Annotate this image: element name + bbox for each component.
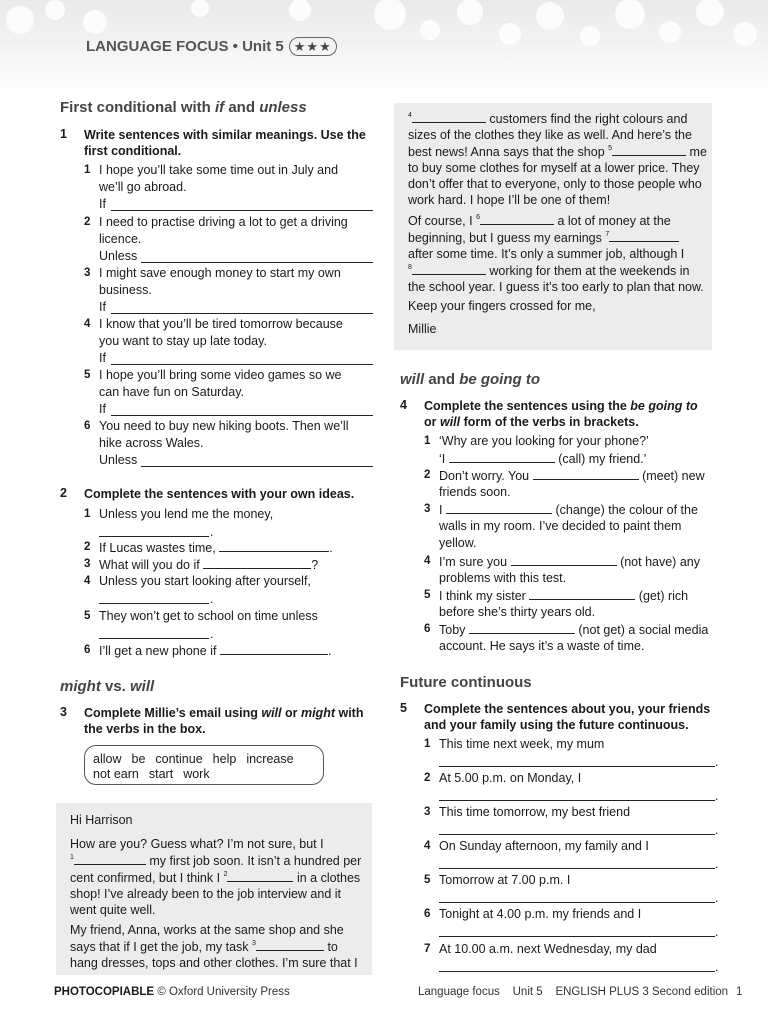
word-box-item: not earn (93, 767, 139, 781)
exercise-instruction: Write sentences with similar meanings. Use the first conditional. (84, 128, 366, 158)
exercise-2-item: 5 They won’t get to school on time unless . (84, 609, 318, 641)
answer-line[interactable] (99, 535, 209, 537)
exercise-2-item: 1 Unless you lend me the money, . (84, 507, 274, 539)
exercise-number: 1 (60, 127, 67, 141)
gap-8[interactable] (412, 262, 486, 275)
email-box-part-1 (56, 803, 372, 975)
difficulty-stars: ★★★ (289, 37, 337, 56)
answer-line[interactable] (141, 261, 373, 263)
answer-line[interactable] (449, 450, 555, 463)
answer-line[interactable] (439, 970, 715, 972)
answer-line[interactable] (219, 539, 329, 552)
answer-line[interactable] (439, 765, 715, 767)
answer-line[interactable] (220, 642, 328, 655)
answer-line[interactable] (439, 799, 715, 801)
section-title-first-conditional: First conditional with if and unless (60, 99, 307, 116)
gap-4[interactable] (412, 110, 486, 123)
word-box-item: continue (155, 752, 203, 766)
email-text: How are you? Guess what? I’m not sure, but I $^1$ my first job soon. It isn’t a hundred per cent confirmed, but I think I $^2$ in a clothes shop! I’ve already been to the job interview and it went quite well. (70, 837, 362, 917)
exercise-number: 4 (400, 398, 407, 412)
gap-1[interactable] (74, 852, 146, 865)
email-text: Of course, I $^6$ a lot of money at the beginning, but I guess my earnings $^7$ after some time. It’s only a summer job, although I $^8$ working for them at the weekends in the school year. I guess it’s too early to plan that now. (408, 214, 704, 294)
section-title-future-continuous: Future continuous (400, 674, 532, 691)
answer-line[interactable] (469, 621, 575, 634)
footer-right: Language focus Unit 5 ENGLISH PLUS 3 Second edition (418, 986, 729, 998)
answer-line[interactable] (141, 465, 373, 467)
exercise-number: 5 (400, 701, 407, 715)
exercise-instruction: Complete the sentences about you, your friends and your family using the future continuous. (424, 702, 711, 732)
answer-line[interactable] (529, 587, 635, 600)
header-title: LANGUAGE FOCUS • Unit 5 (86, 38, 284, 55)
gap-2[interactable] (227, 869, 293, 882)
answer-line[interactable] (439, 901, 715, 903)
email-signature: Millie (408, 322, 437, 336)
footer-left (54, 986, 290, 998)
email-text: $^4$ customers find the right colours and sizes of the clothes they like as well. And here’s the best news! Anna says that the shop $^5$ me to buy some clothes for myself at a lower price. They don’t offer that to everyone, only to those people who work hard. I hope I’ll be one of them! (408, 112, 707, 207)
exercise-instruction: Complete the sentences with your own ideas. (84, 487, 355, 501)
exercise-5-item: 4 On Sunday afternoon, my family and I . (424, 839, 719, 871)
answer-line[interactable] (203, 556, 311, 569)
answer-line[interactable] (511, 553, 617, 566)
copyright: © Oxford University Press (157, 986, 290, 998)
email-box-part-2 (394, 103, 712, 350)
answer-line[interactable] (439, 833, 715, 835)
section-title-will-and-be-going-to: will and be going to (400, 371, 541, 388)
section-title-might-vs-will: might vs. will (60, 678, 155, 695)
exercise-number: 2 (60, 486, 67, 500)
word-box-item: increase (246, 752, 294, 766)
email-text: Keep your fingers crossed for me, (408, 299, 596, 313)
exercise-instruction: Complete the sentences using the be going to or will form of the verbs in brackets. (424, 399, 698, 429)
email-text: My friend, Anna, works at the same shop and she says that if I get the job, my task $^3$ to hang dresses, tops and other clothes. I’m sure that I (70, 923, 358, 970)
exercise-5-item: 5 Tomorrow at 7.00 p.m. I . (424, 873, 719, 905)
exercise-number: 3 (60, 705, 67, 719)
exercise-instruction: Complete Millie’s email using will or might with the verbs in the box. (84, 706, 364, 736)
answer-line[interactable] (99, 602, 209, 604)
word-box-item: allow (93, 752, 122, 766)
exercise-5-item: 2 At 5.00 p.m. on Monday, I . (424, 771, 719, 803)
answer-line[interactable] (111, 312, 373, 314)
word-box-item: start (148, 767, 174, 781)
exercise-5-item: 7 At 10.00 a.m. next Wednesday, my dad . (424, 942, 719, 974)
gap-3[interactable] (256, 938, 324, 951)
exercise-5-item: 6 Tonight at 4.00 p.m. my friends and I . (424, 907, 719, 939)
gap-6[interactable] (480, 212, 554, 225)
answer-line[interactable] (111, 209, 373, 211)
page-header (86, 37, 337, 56)
word-box-item: be (131, 752, 146, 766)
answer-line[interactable] (533, 467, 639, 480)
word-box-item: work (183, 767, 210, 781)
photocopiable-label: PHOTOCOPIABLE (54, 986, 155, 998)
gap-5[interactable] (612, 143, 686, 156)
word-box-item: help (212, 752, 237, 766)
page-number: 1 (736, 986, 743, 998)
answer-line[interactable] (439, 935, 715, 937)
exercise-2-item: 4 Unless you start looking after yourself, . (84, 574, 311, 606)
exercise-5-item: 3 This time tomorrow, my best friend . (424, 805, 719, 837)
gap-7[interactable] (609, 229, 679, 242)
answer-line[interactable] (99, 637, 209, 639)
exercise-5-item: 1 This time next week, my mum . (424, 737, 719, 769)
answer-line[interactable] (446, 501, 552, 514)
answer-line[interactable] (111, 363, 373, 365)
answer-line[interactable] (439, 867, 715, 869)
answer-line[interactable] (111, 414, 373, 416)
email-greeting: Hi Harrison (70, 813, 133, 827)
word-box (84, 745, 324, 785)
